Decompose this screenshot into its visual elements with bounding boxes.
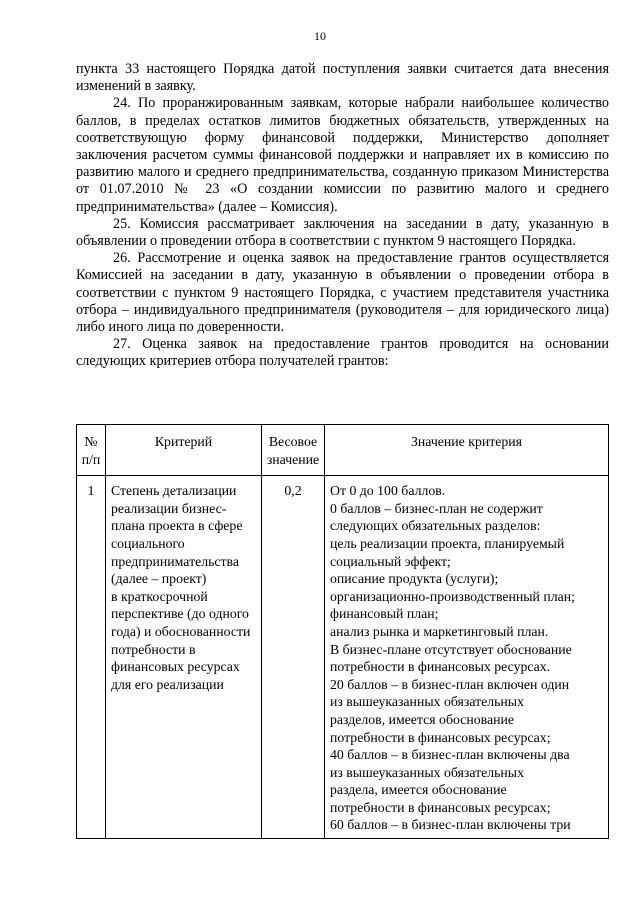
header-number [77, 425, 106, 476]
paragraph-27: 27. Оценка заявок на предоставление грантов проводится на основании следующих критериев отбора получателей грантов: [76, 336, 609, 370]
criterion-value-line: цель реализации проекта, планируемый [330, 535, 565, 551]
table-row [77, 476, 609, 839]
header-value-label: Значение критерия [410, 434, 523, 449]
header-weight-label: Весовое значение [266, 434, 320, 467]
header-criterion-label: Критерий [154, 434, 213, 449]
body-text [76, 61, 609, 371]
paragraph-continuation: пункта 33 настоящего Порядка датой поступления заявки считается дата внесения изменений в заявку. [76, 61, 609, 95]
criterion-value-line: анализ рынка и маркетинговый план. [330, 623, 549, 639]
criterion-value-line: От 0 до 100 баллов. [330, 483, 446, 499]
criterion-value-line: описание продукта (услуги); [330, 571, 499, 587]
paragraph-26: 26. Рассмотрение и оценка заявок на предоставление грантов осуществляется Комиссией на заседании в дату, указанную в объявлении о проведении отбора в соответствии с пунктом 9 настоящего Порядка, с участием представителя участника отбора – индивидуального предпринимателя (руководителя – для юридического лица) либо иного лица по доверенности. [76, 250, 609, 336]
criterion-value-line: В бизнес-плане отсутствует обоснование [330, 641, 572, 657]
criterion-value-line: потребности в финансовых ресурсах; [330, 799, 551, 815]
header-number-label: № п/п [81, 434, 101, 467]
criterion-value-line: 40 баллов – в бизнес-план включены два [330, 747, 570, 763]
criteria-table [76, 424, 609, 839]
criterion-value-line: из вышеуказанных обязательных [330, 694, 524, 710]
cell-criterion: Степень детализации реализации бизнес- плана проекта в сфере социального предпринимательства (далее – проект) в краткосрочной перспективе (до одного года) и обоснованности потребности в финансовых ресурсах для его реализации [106, 476, 262, 839]
criterion-value-line: финансовый план; [330, 606, 439, 622]
cell-number: 1 [77, 476, 106, 839]
page-number: 10 [314, 29, 326, 43]
criterion-value-line: 20 баллов – в бизнес-план включен один [330, 676, 570, 692]
cell-weight: 0,2 [262, 476, 325, 839]
criterion-value-line: следующих обязательных разделов: [330, 518, 541, 534]
criterion-value-line: социальный эффект; [330, 553, 451, 569]
header-value [325, 425, 609, 476]
criterion-value-line: разделов, имеется обоснование [330, 711, 514, 727]
criterion-value-line: потребности в финансовых ресурсах. [330, 659, 551, 675]
paragraph-25: 25. Комиссия рассматривает заключения на заседании в дату, указанную в объявлении о проведении отбора в соответствии с пунктом 9 настоящего Порядка. [76, 215, 609, 250]
header-weight [262, 425, 325, 476]
criterion-value-line: 60 баллов – в бизнес-план включены три [330, 817, 571, 833]
criterion-value-line: потребности в финансовых ресурсах; [330, 729, 551, 745]
criterion-value-line: организационно-производственный план; [330, 588, 575, 604]
cell-value [325, 476, 609, 839]
criterion-value-line: из вышеуказанных обязательных [330, 764, 524, 780]
header-criterion [106, 425, 262, 476]
criterion-value-line: раздела, имеется обоснование [330, 782, 507, 798]
criterion-value-line: 0 баллов – бизнес-план не содержит [330, 500, 543, 516]
paragraph-24: 24. По проранжированным заявкам, которые набрали наибольшее количество баллов, в пределах остатков лимитов бюджетных обязательств, утвержденных на соответствующую форму финансовой поддержки, Министерство дополняет заключения расчетом суммы финансовой поддержки и направляет их в комиссию по развитию малого и среднего предпринимательства, созданную приказом Министерства от 01.07.2010 № 23 «О создании комиссии по развитию малого и среднего предпринимательства» (далее – Комиссия). [76, 95, 609, 215]
table-header-row [77, 425, 609, 476]
